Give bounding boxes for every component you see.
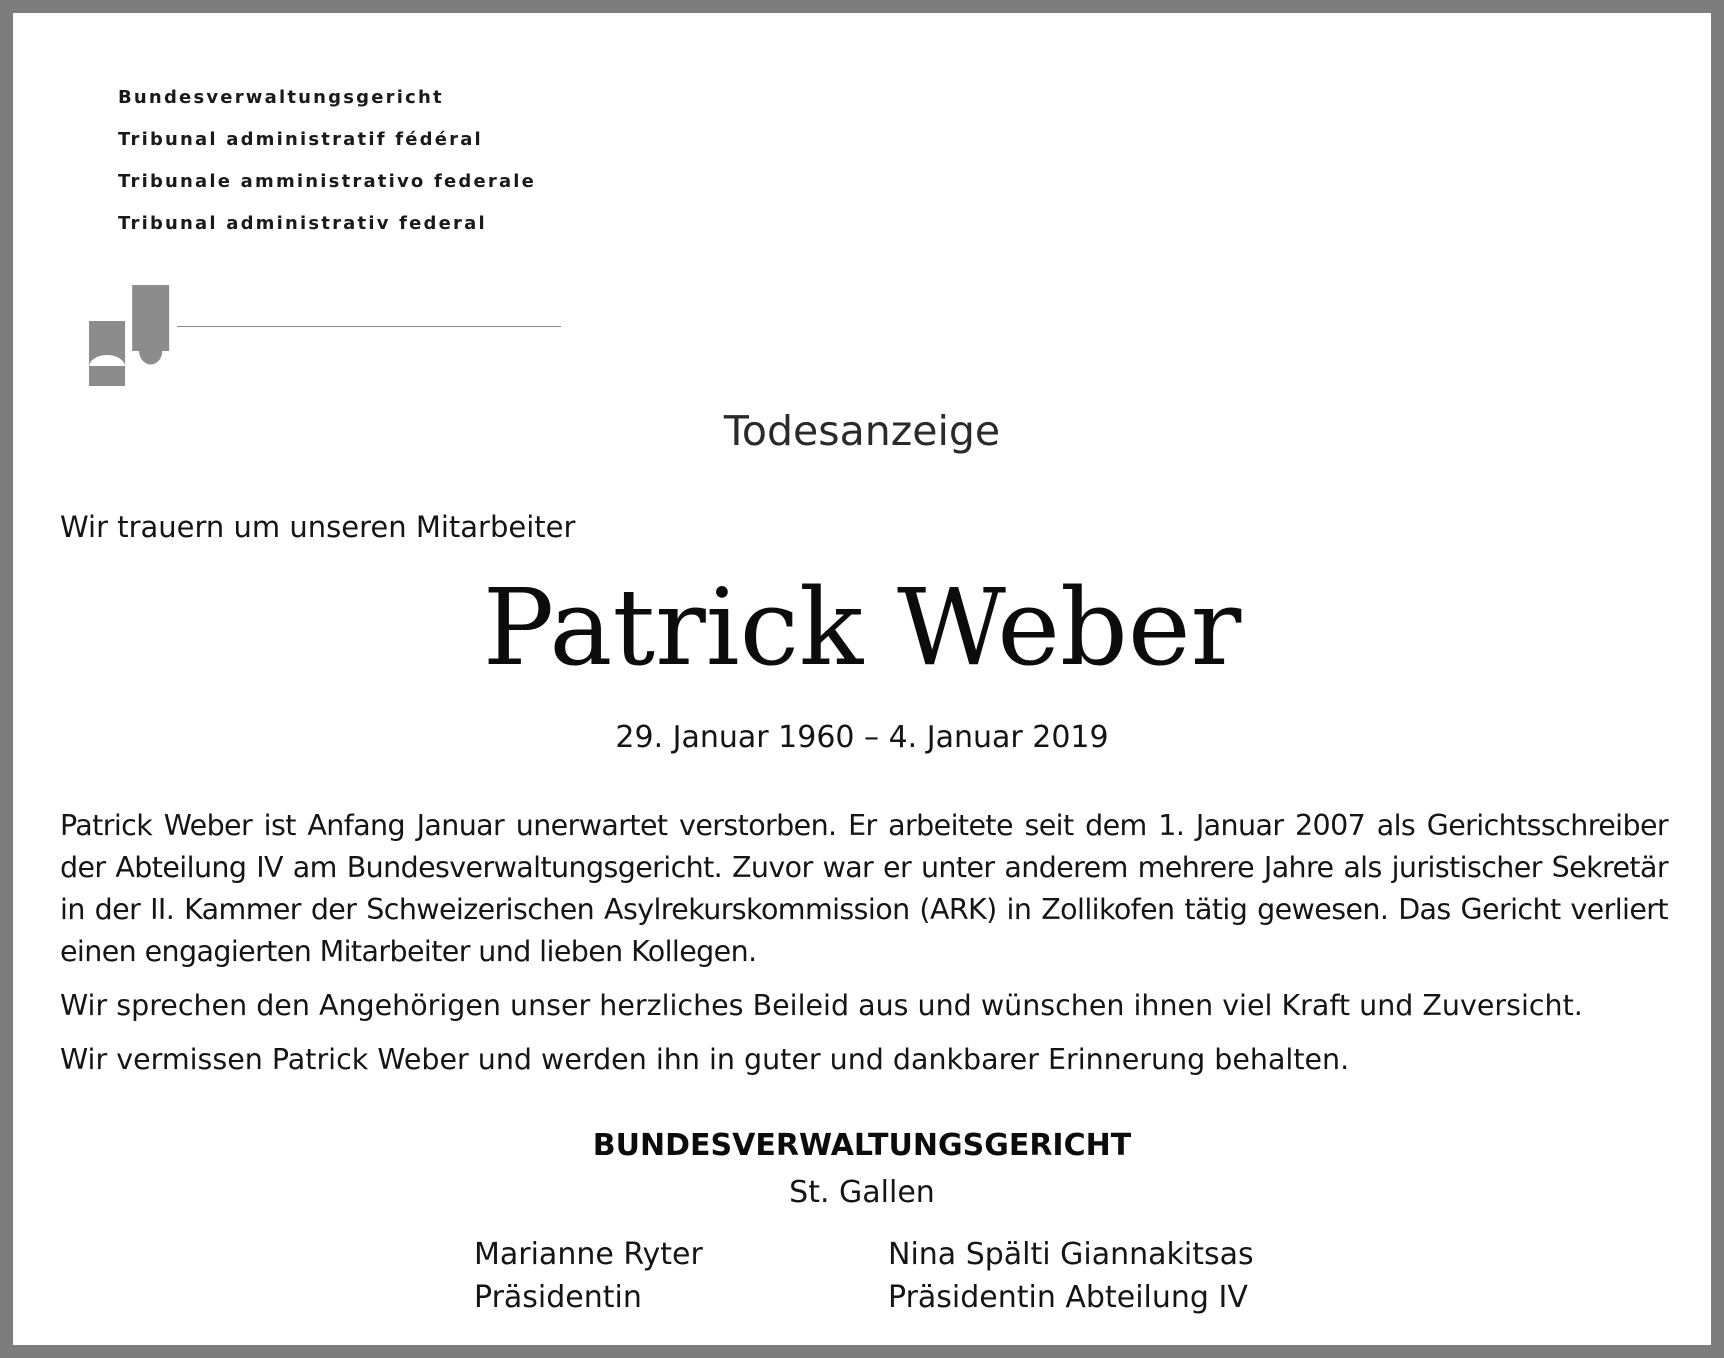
deceased-name: Patrick Weber — [482, 566, 1242, 689]
header-divider — [177, 326, 561, 327]
organization-city: St. Gallen — [789, 1175, 935, 1210]
signatory-name: Marianne Ryter — [474, 1237, 703, 1272]
death-notice-page — [13, 13, 1711, 1345]
body-paragraph: Wir sprechen den Angehörigen unser herzliches Beileid aus und wünschen ihnen viel Kraft und Zuversicht. — [60, 989, 1583, 1022]
court-name-fr: Tribunal administratif fédéral — [118, 129, 483, 150]
court-name-it: Tribunale amministrativo federale — [118, 171, 537, 192]
body-paragraph: Wir vermissen Patrick Weber und werden ihn in guter und dankbarer Erinnerung behalten. — [60, 1043, 1350, 1076]
signatory-division-president — [888, 1233, 1254, 1319]
notice-title: Todesanzeige — [723, 407, 1001, 455]
life-dates: 29. Januar 1960 – 4. Januar 2019 — [615, 720, 1109, 755]
notice-body — [60, 805, 1668, 1093]
signatory-role: Präsidentin — [474, 1280, 642, 1315]
court-name-rm: Tribunal administrativ federal — [118, 213, 487, 234]
intro-line: Wir trauern um unseren Mitarbeiter — [60, 510, 576, 544]
court-name-de: Bundesverwaltungsgericht — [118, 87, 444, 108]
body-paragraph: Patrick Weber ist Anfang Januar unerwartet verstorben. Er arbeitete seit dem 1. Januar 2007 als Gerichtsschreiber der Abteilung IV am Bundesverwaltungsgericht. Zuvor war er unter anderem mehrere Jahre als juristischer Sekretär in der II. Kammer der Schweizerischen Asylrekurskommission (ARK) in Zollikofen tätig gewesen. Das Gericht verliert einen engagierten Mitarbeiter und lieben Kollegen. — [60, 809, 1668, 968]
signatory-name: Nina Spälti Giannakitsas — [888, 1237, 1254, 1272]
signatory-role: Präsidentin Abteilung IV — [888, 1280, 1248, 1315]
court-names-block — [118, 77, 536, 245]
swiss-federal-court-logo-icon — [76, 285, 170, 395]
organization-name: BUNDESVERWALTUNGSGERICHT — [592, 1128, 1132, 1163]
signatory-president — [474, 1233, 703, 1319]
